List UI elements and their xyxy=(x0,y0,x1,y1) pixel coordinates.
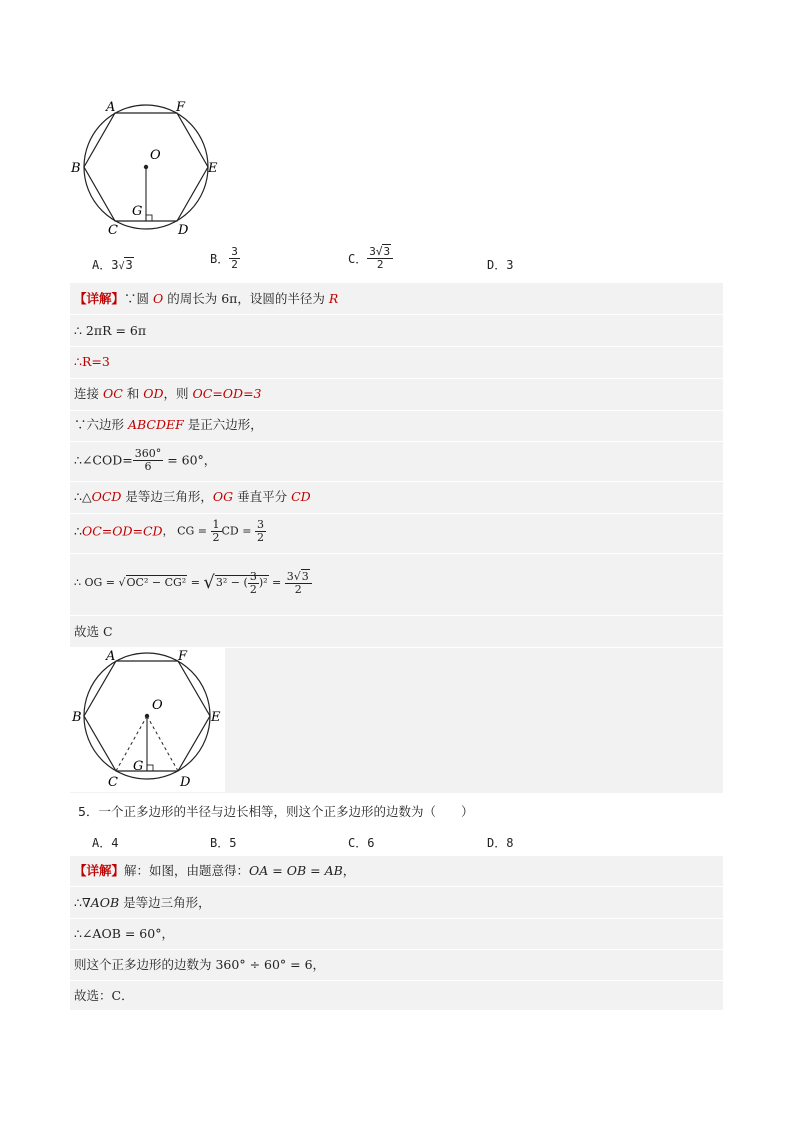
label-a: A xyxy=(106,649,116,664)
right-angle-mark xyxy=(147,765,153,771)
dashed-segment-od xyxy=(147,716,178,771)
sol4-line-8: ∴OC=OD=CD， CG = $\frac{1}{2}$ CD = $\frac{3}{2}$ xyxy=(74,518,264,544)
option-b-q5[interactable]: B．5 xyxy=(210,836,237,850)
label-d: D xyxy=(180,775,191,790)
sol4-line-7: ∴△OCD 是等边三角形，OG 垂直平分 CD xyxy=(74,489,311,504)
label-g: G xyxy=(132,204,143,219)
sol5-line-5: 故选：C． xyxy=(74,988,134,1003)
sol5-line-1: 【详解】解：如图，由题意得：OA = OB = AB， xyxy=(74,863,356,878)
sol5-line-4: 则这个正多边形的边数为 360° ÷ 60° = 6， xyxy=(74,957,326,972)
sol4-line-1: 【详解】∵圆 O 的周长为 6π，设圆的半径为 R xyxy=(74,291,339,306)
option-d-q5[interactable]: D．8 xyxy=(487,836,514,850)
solution-block-q4 xyxy=(70,283,723,793)
option-c[interactable]: C． $\frac{3√3}{2}$ xyxy=(348,246,393,271)
sol4-line-3: ∴R=3 xyxy=(74,354,110,369)
solution-block-q5 xyxy=(70,856,723,1010)
label-c: C xyxy=(108,775,118,790)
label-f: F xyxy=(178,649,188,664)
option-a[interactable]: A．3√3 xyxy=(92,258,133,272)
right-angle-mark xyxy=(146,215,152,221)
option-a-q5[interactable]: A．4 xyxy=(92,836,119,850)
sol4-line-2: ∴ 2πR = 6π xyxy=(74,323,147,338)
option-b[interactable]: B． $\frac{3}{2}$ xyxy=(210,245,238,271)
hexagon-figure-2 xyxy=(70,648,225,792)
label-c: C xyxy=(108,223,118,238)
option-c-q5[interactable]: C．6 xyxy=(348,836,375,850)
sol5-line-2: ∴∇AOB 是等边三角形， xyxy=(74,895,211,910)
sol5-line-3: ∴∠AOB = 60°， xyxy=(74,926,174,941)
label-o: O xyxy=(152,698,163,713)
sol4-line-4: 连接 OC 和 OD，则 OC=OD=3 xyxy=(74,386,262,401)
label-b: B xyxy=(71,161,81,176)
label-e: E xyxy=(211,710,221,725)
label-a: A xyxy=(106,100,116,115)
label-b: B xyxy=(72,710,82,725)
label-o: O xyxy=(150,148,161,163)
option-d[interactable]: D．3 xyxy=(487,258,514,272)
hexagon-figure-1 xyxy=(68,96,228,238)
center-point-o xyxy=(144,165,148,169)
sol4-line-9: ∴ OG = √OC² − CG² = √3² − ( $\frac{3}{2}$ )² = $\frac{3√3}{2}$ xyxy=(74,566,312,600)
sol4-line-6: ∴∠COD= $\frac{360^\circ}{6}$ = 60°， xyxy=(74,447,217,473)
label-d: D xyxy=(178,223,189,238)
sol4-line-10: 故选 C xyxy=(74,624,113,639)
label-e: E xyxy=(208,161,218,176)
sol4-line-5: ∵六边形 ABCDEF 是正六边形， xyxy=(74,417,263,432)
label-g: G xyxy=(133,759,144,774)
question-5: 5．一个正多边形的半径与边长相等，则这个正多边形的边数为（ ） xyxy=(78,804,474,819)
center-point-o xyxy=(145,714,149,718)
label-f: F xyxy=(176,100,186,115)
